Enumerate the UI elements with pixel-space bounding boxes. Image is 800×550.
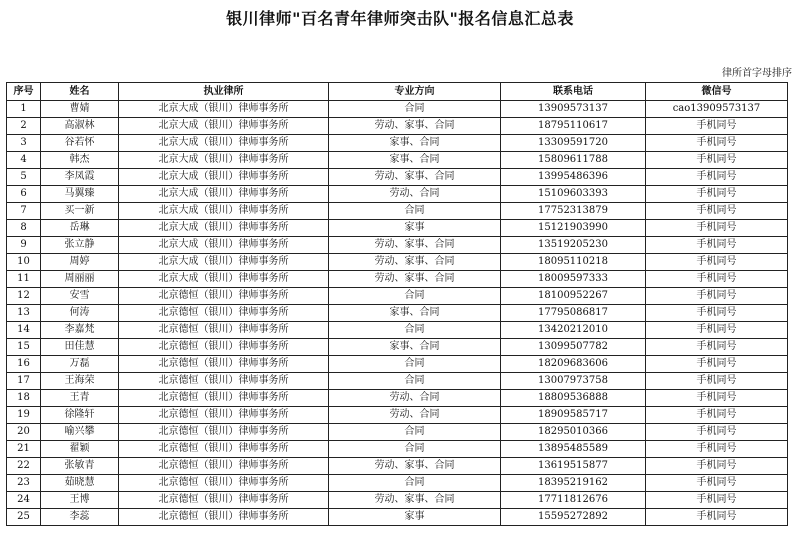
cell-index: 23 (7, 475, 41, 492)
cell-firm: 北京大成（银川）律师事务所 (119, 135, 329, 152)
cell-specialty: 合同 (329, 373, 501, 390)
cell-phone: 18395219162 (501, 475, 646, 492)
cell-phone: 13099507782 (501, 339, 646, 356)
cell-specialty: 劳动、家事、合同 (329, 169, 501, 186)
cell-index: 12 (7, 288, 41, 305)
cell-phone: 17795086817 (501, 305, 646, 322)
table-row (7, 458, 788, 475)
cell-wechat: 手机同号 (646, 152, 788, 169)
cell-name: 何涛 (41, 305, 119, 322)
cell-wechat: 手机同号 (646, 186, 788, 203)
cell-wechat: 手机同号 (646, 407, 788, 424)
cell-phone: 15595272892 (501, 509, 646, 526)
cell-specialty: 家事、合同 (329, 135, 501, 152)
table-row (7, 186, 788, 203)
table-row (7, 373, 788, 390)
cell-firm: 北京大成（银川）律师事务所 (119, 169, 329, 186)
cell-index: 22 (7, 458, 41, 475)
table-row (7, 271, 788, 288)
table-row (7, 288, 788, 305)
cell-name: 韩杰 (41, 152, 119, 169)
cell-specialty: 家事、合同 (329, 339, 501, 356)
cell-name: 曹婧 (41, 101, 119, 118)
cell-specialty: 家事 (329, 509, 501, 526)
cell-specialty: 劳动、合同 (329, 407, 501, 424)
cell-wechat: 手机同号 (646, 203, 788, 220)
cell-wechat: 手机同号 (646, 220, 788, 237)
table-row (7, 169, 788, 186)
cell-firm: 北京德恒（银川）律师事务所 (119, 458, 329, 475)
cell-firm: 北京大成（银川）律师事务所 (119, 254, 329, 271)
cell-wechat: 手机同号 (646, 373, 788, 390)
cell-index: 24 (7, 492, 41, 509)
cell-index: 18 (7, 390, 41, 407)
cell-phone: 17752313879 (501, 203, 646, 220)
cell-specialty: 合同 (329, 101, 501, 118)
cell-name: 高淑林 (41, 118, 119, 135)
cell-firm: 北京德恒（银川）律师事务所 (119, 492, 329, 509)
cell-index: 25 (7, 509, 41, 526)
table-row (7, 407, 788, 424)
cell-firm: 北京德恒（银川）律师事务所 (119, 509, 329, 526)
table-row (7, 322, 788, 339)
cell-index: 21 (7, 441, 41, 458)
cell-index: 15 (7, 339, 41, 356)
cell-specialty: 劳动、家事、合同 (329, 118, 501, 135)
table-row (7, 441, 788, 458)
col-header-specialty: 专业方向 (329, 83, 501, 101)
cell-name: 张敏青 (41, 458, 119, 475)
cell-firm: 北京德恒（银川）律师事务所 (119, 322, 329, 339)
col-header-phone: 联系电话 (501, 83, 646, 101)
cell-wechat: 手机同号 (646, 271, 788, 288)
table-row (7, 509, 788, 526)
cell-index: 16 (7, 356, 41, 373)
cell-specialty: 合同 (329, 441, 501, 458)
cell-index: 7 (7, 203, 41, 220)
cell-index: 2 (7, 118, 41, 135)
cell-phone: 18809536888 (501, 390, 646, 407)
cell-index: 9 (7, 237, 41, 254)
table-row (7, 305, 788, 322)
cell-wechat: 手机同号 (646, 356, 788, 373)
cell-phone: 18295010366 (501, 424, 646, 441)
cell-name: 买一新 (41, 203, 119, 220)
cell-name: 李嘉梵 (41, 322, 119, 339)
cell-specialty: 合同 (329, 475, 501, 492)
cell-specialty: 劳动、家事、合同 (329, 254, 501, 271)
cell-wechat: cao13909573137 (646, 101, 788, 118)
cell-phone: 15809611788 (501, 152, 646, 169)
cell-name: 翟颖 (41, 441, 119, 458)
cell-phone: 18095110218 (501, 254, 646, 271)
cell-firm: 北京德恒（银川）律师事务所 (119, 356, 329, 373)
cell-phone: 18795110617 (501, 118, 646, 135)
cell-wechat: 手机同号 (646, 237, 788, 254)
cell-wechat: 手机同号 (646, 509, 788, 526)
cell-index: 6 (7, 186, 41, 203)
cell-wechat: 手机同号 (646, 135, 788, 152)
cell-specialty: 劳动、合同 (329, 390, 501, 407)
cell-firm: 北京大成（银川）律师事务所 (119, 101, 329, 118)
cell-phone: 18209683606 (501, 356, 646, 373)
cell-firm: 北京大成（银川）律师事务所 (119, 186, 329, 203)
cell-phone: 13519205230 (501, 237, 646, 254)
table-row (7, 339, 788, 356)
cell-wechat: 手机同号 (646, 390, 788, 407)
cell-wechat: 手机同号 (646, 458, 788, 475)
cell-wechat: 手机同号 (646, 322, 788, 339)
table-body (7, 101, 788, 526)
cell-firm: 北京大成（银川）律师事务所 (119, 237, 329, 254)
cell-firm: 北京大成（银川）律师事务所 (119, 118, 329, 135)
cell-firm: 北京大成（银川）律师事务所 (119, 203, 329, 220)
cell-wechat: 手机同号 (646, 441, 788, 458)
cell-index: 14 (7, 322, 41, 339)
table-row (7, 424, 788, 441)
cell-phone: 18100952267 (501, 288, 646, 305)
cell-specialty: 合同 (329, 356, 501, 373)
cell-index: 3 (7, 135, 41, 152)
cell-firm: 北京德恒（银川）律师事务所 (119, 305, 329, 322)
table-row (7, 356, 788, 373)
cell-firm: 北京德恒（银川）律师事务所 (119, 390, 329, 407)
cell-specialty: 家事、合同 (329, 305, 501, 322)
cell-name: 王海荣 (41, 373, 119, 390)
cell-index: 20 (7, 424, 41, 441)
cell-wechat: 手机同号 (646, 424, 788, 441)
cell-index: 10 (7, 254, 41, 271)
cell-firm: 北京德恒（银川）律师事务所 (119, 407, 329, 424)
cell-name: 周丽丽 (41, 271, 119, 288)
col-header-index: 序号 (7, 83, 41, 101)
cell-firm: 北京德恒（银川）律师事务所 (119, 339, 329, 356)
cell-phone: 13995486396 (501, 169, 646, 186)
cell-name: 马翼臻 (41, 186, 119, 203)
page-title: 银川律师"百名青年律师突击队"报名信息汇总表 (226, 9, 574, 28)
registration-table (6, 82, 788, 526)
cell-firm: 北京大成（银川）律师事务所 (119, 152, 329, 169)
cell-name: 安雪 (41, 288, 119, 305)
cell-name: 王青 (41, 390, 119, 407)
cell-index: 5 (7, 169, 41, 186)
cell-name: 李蕊 (41, 509, 119, 526)
cell-specialty: 家事、合同 (329, 152, 501, 169)
cell-phone: 13619515877 (501, 458, 646, 475)
cell-phone: 13309591720 (501, 135, 646, 152)
cell-name: 张立静 (41, 237, 119, 254)
cell-specialty: 合同 (329, 424, 501, 441)
table-row (7, 475, 788, 492)
cell-wechat: 手机同号 (646, 492, 788, 509)
cell-wechat: 手机同号 (646, 475, 788, 492)
cell-index: 19 (7, 407, 41, 424)
col-header-wechat: 微信号 (646, 83, 788, 101)
cell-index: 1 (7, 101, 41, 118)
col-header-name: 姓名 (41, 83, 119, 101)
cell-name: 王博 (41, 492, 119, 509)
cell-name: 李凤霞 (41, 169, 119, 186)
table-row (7, 390, 788, 407)
cell-specialty: 劳动、家事、合同 (329, 492, 501, 509)
cell-phone: 17711812676 (501, 492, 646, 509)
col-header-firm: 执业律所 (119, 83, 329, 101)
cell-index: 4 (7, 152, 41, 169)
cell-specialty: 劳动、家事、合同 (329, 237, 501, 254)
cell-firm: 北京德恒（银川）律师事务所 (119, 475, 329, 492)
table-row (7, 101, 788, 118)
cell-specialty: 合同 (329, 322, 501, 339)
table-header-row (7, 83, 788, 101)
cell-name: 万磊 (41, 356, 119, 373)
cell-wechat: 手机同号 (646, 288, 788, 305)
cell-firm: 北京大成（银川）律师事务所 (119, 271, 329, 288)
cell-specialty: 劳动、家事、合同 (329, 458, 501, 475)
cell-index: 13 (7, 305, 41, 322)
table-row (7, 203, 788, 220)
cell-firm: 北京大成（银川）律师事务所 (119, 220, 329, 237)
cell-specialty: 合同 (329, 203, 501, 220)
cell-name: 茹晓慧 (41, 475, 119, 492)
table-row (7, 220, 788, 237)
cell-wechat: 手机同号 (646, 169, 788, 186)
table-row (7, 237, 788, 254)
cell-wechat: 手机同号 (646, 305, 788, 322)
cell-wechat: 手机同号 (646, 254, 788, 271)
table-row (7, 118, 788, 135)
cell-name: 谷若怀 (41, 135, 119, 152)
cell-phone: 13007973758 (501, 373, 646, 390)
cell-phone: 13909573137 (501, 101, 646, 118)
cell-firm: 北京德恒（银川）律师事务所 (119, 441, 329, 458)
cell-index: 8 (7, 220, 41, 237)
sort-note: 律所首字母排序 (722, 68, 792, 79)
cell-phone: 13420212010 (501, 322, 646, 339)
table-row (7, 492, 788, 509)
cell-specialty: 合同 (329, 288, 501, 305)
table-row (7, 152, 788, 169)
cell-specialty: 家事 (329, 220, 501, 237)
cell-phone: 18909585717 (501, 407, 646, 424)
cell-index: 11 (7, 271, 41, 288)
cell-phone: 13895485589 (501, 441, 646, 458)
cell-specialty: 劳动、家事、合同 (329, 271, 501, 288)
cell-name: 徐隆轩 (41, 407, 119, 424)
cell-phone: 15109603393 (501, 186, 646, 203)
cell-wechat: 手机同号 (646, 118, 788, 135)
cell-wechat: 手机同号 (646, 339, 788, 356)
cell-firm: 北京德恒（银川）律师事务所 (119, 424, 329, 441)
cell-name: 岳琳 (41, 220, 119, 237)
cell-firm: 北京德恒（银川）律师事务所 (119, 288, 329, 305)
table-row (7, 135, 788, 152)
cell-name: 周婷 (41, 254, 119, 271)
cell-phone: 18009597333 (501, 271, 646, 288)
cell-specialty: 劳动、合同 (329, 186, 501, 203)
cell-name: 田佳慧 (41, 339, 119, 356)
table-row (7, 254, 788, 271)
cell-index: 17 (7, 373, 41, 390)
cell-phone: 15121903990 (501, 220, 646, 237)
cell-name: 喻兴攀 (41, 424, 119, 441)
cell-firm: 北京德恒（银川）律师事务所 (119, 373, 329, 390)
